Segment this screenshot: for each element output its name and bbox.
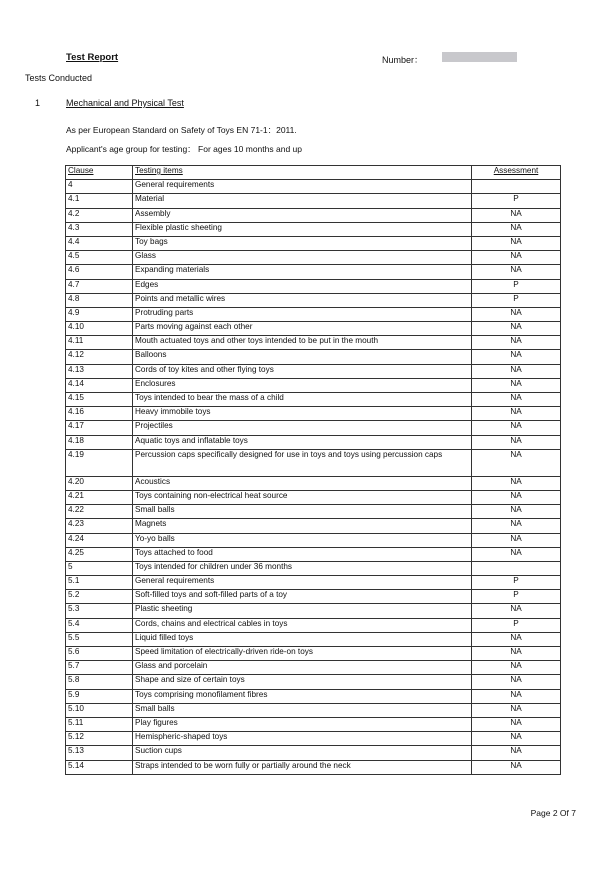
table-row xyxy=(66,604,561,618)
clause-cell: 4.14 xyxy=(66,378,133,392)
assessment-cell: NA xyxy=(472,476,561,490)
table-row xyxy=(66,533,561,547)
clause-cell: 4.20 xyxy=(66,476,133,490)
clause-cell: 4.4 xyxy=(66,236,133,250)
clause-cell: 4 xyxy=(66,180,133,194)
assessment-cell: P xyxy=(472,194,561,208)
clause-cell: 5.9 xyxy=(66,689,133,703)
assessment-cell: NA xyxy=(472,717,561,731)
table-row xyxy=(66,519,561,533)
table-row xyxy=(66,407,561,421)
testing-item-cell: Small balls xyxy=(133,505,472,519)
table-row xyxy=(66,618,561,632)
clause-cell: 5.1 xyxy=(66,576,133,590)
table-body xyxy=(66,180,561,775)
testing-item-cell: Glass and porcelain xyxy=(133,661,472,675)
testing-item-cell: Toy bags xyxy=(133,236,472,250)
testing-item-cell: Material xyxy=(133,194,472,208)
assessment-cell: NA xyxy=(472,222,561,236)
assessment-cell: NA xyxy=(472,675,561,689)
assessment-column-header: Assessment xyxy=(472,166,561,180)
assessment-cell xyxy=(472,180,561,194)
testing-item-cell: Small balls xyxy=(133,703,472,717)
table-row xyxy=(66,180,561,194)
clause-cell: 5.3 xyxy=(66,604,133,618)
assessment-cell: NA xyxy=(472,378,561,392)
clause-cell: 4.3 xyxy=(66,222,133,236)
table-row xyxy=(66,717,561,731)
table-row xyxy=(66,364,561,378)
table-row xyxy=(66,675,561,689)
assessment-cell: P xyxy=(472,618,561,632)
table-row xyxy=(66,279,561,293)
clause-cell: 4.22 xyxy=(66,505,133,519)
table-row xyxy=(66,576,561,590)
testing-item-cell: Balloons xyxy=(133,350,472,364)
testing-item-cell: Cords of toy kites and other flying toys xyxy=(133,364,472,378)
testing-item-cell: Mouth actuated toys and other toys intended to be put in the mouth xyxy=(133,336,472,350)
testing-item-cell: Expanding materials xyxy=(133,265,472,279)
table-row xyxy=(66,435,561,449)
assessment-cell: NA xyxy=(472,265,561,279)
assessment-cell: NA xyxy=(472,647,561,661)
assessment-cell: NA xyxy=(472,689,561,703)
assessment-cell: NA xyxy=(472,760,561,774)
section-title: Mechanical and Physical Test xyxy=(66,98,184,108)
testing-item-cell: Aquatic toys and inflatable toys xyxy=(133,435,472,449)
assessment-cell: NA xyxy=(472,322,561,336)
table-row xyxy=(66,561,561,575)
testing-item-cell: Speed limitation of electrically-driven ride-on toys xyxy=(133,647,472,661)
testing-item-cell: Acoustics xyxy=(133,476,472,490)
clause-cell: 4.5 xyxy=(66,251,133,265)
clause-cell: 4.2 xyxy=(66,208,133,222)
testing-item-cell: Heavy immobile toys xyxy=(133,407,472,421)
assessment-cell: NA xyxy=(472,364,561,378)
report-title: Test Report xyxy=(66,52,119,63)
assessment-cell: NA xyxy=(472,435,561,449)
testing-item-cell: Toys containing non-electrical heat source xyxy=(133,490,472,504)
table-row xyxy=(66,547,561,561)
assessment-cell: P xyxy=(472,279,561,293)
table-header-row xyxy=(66,166,561,180)
testing-item-cell: Protruding parts xyxy=(133,307,472,321)
testing-item-cell: General requirements xyxy=(133,180,472,194)
clause-cell: 5.10 xyxy=(66,703,133,717)
table-row xyxy=(66,251,561,265)
clause-cell: 4.15 xyxy=(66,393,133,407)
testing-item-cell: Toys intended to bear the mass of a child xyxy=(133,393,472,407)
clause-cell: 4.18 xyxy=(66,435,133,449)
assessment-cell xyxy=(472,561,561,575)
testing-item-cell: Liquid filled toys xyxy=(133,632,472,646)
assessment-cell: NA xyxy=(472,236,561,250)
testing-item-cell: Edges xyxy=(133,279,472,293)
table-row xyxy=(66,505,561,519)
testing-item-cell: Play figures xyxy=(133,717,472,731)
clause-cell: 5.14 xyxy=(66,760,133,774)
assessment-cell: NA xyxy=(472,251,561,265)
testing-item-cell: Cords, chains and electrical cables in toys xyxy=(133,618,472,632)
table-row xyxy=(66,490,561,504)
assessment-cell: NA xyxy=(472,307,561,321)
assessment-cell: NA xyxy=(472,732,561,746)
clause-cell: 4.17 xyxy=(66,421,133,435)
assessment-cell: NA xyxy=(472,421,561,435)
assessment-cell: NA xyxy=(472,505,561,519)
assessment-cell: NA xyxy=(472,208,561,222)
testing-item-cell: Yo-yo balls xyxy=(133,533,472,547)
standard-statement: As per European Standard on Safety of Toys EN 71-1：2011. xyxy=(66,125,297,135)
assessment-cell: P xyxy=(472,293,561,307)
testing-item-cell: Toys comprising monofilament fibres xyxy=(133,689,472,703)
testing-item-cell: Toys intended for children under 36 months xyxy=(133,561,472,575)
clause-cell: 5.6 xyxy=(66,647,133,661)
assessment-cell: NA xyxy=(472,336,561,350)
assessment-cell: NA xyxy=(472,533,561,547)
testing-item-cell: Straps intended to be worn fully or partially around the neck xyxy=(133,760,472,774)
report-number-label: Number： xyxy=(382,55,424,65)
assessment-cell: NA xyxy=(472,746,561,760)
clause-cell: 5.4 xyxy=(66,618,133,632)
section-number: 1 xyxy=(35,98,41,108)
table-row xyxy=(66,476,561,490)
testing-item-cell: Points and metallic wires xyxy=(133,293,472,307)
table-row xyxy=(66,393,561,407)
table-row xyxy=(66,336,561,350)
assessment-cell: NA xyxy=(472,490,561,504)
clause-cell: 4.21 xyxy=(66,490,133,504)
testing-item-cell: Toys attached to food xyxy=(133,547,472,561)
clause-cell: 4.6 xyxy=(66,265,133,279)
assessment-cell: NA xyxy=(472,632,561,646)
table-row xyxy=(66,350,561,364)
table-row xyxy=(66,208,561,222)
testing-item-cell: Magnets xyxy=(133,519,472,533)
assessment-cell: NA xyxy=(472,350,561,364)
testing-items-column-header: Testing items xyxy=(133,166,472,180)
page-number: Page 2 Of 7 xyxy=(530,808,576,818)
table-row xyxy=(66,760,561,774)
clause-cell: 5.2 xyxy=(66,590,133,604)
table-row xyxy=(66,746,561,760)
testing-item-cell: Assembly xyxy=(133,208,472,222)
testing-item-cell: Plastic sheeting xyxy=(133,604,472,618)
testing-item-cell: Percussion caps specifically designed for use in toys and toys using percussion caps xyxy=(133,449,472,476)
age-group-statement: Applicant's age group for testing： For ages 10 months and up xyxy=(66,144,302,154)
table-row xyxy=(66,590,561,604)
assessment-cell: NA xyxy=(472,449,561,476)
clause-cell: 5.7 xyxy=(66,661,133,675)
redacted-number-block xyxy=(442,52,517,62)
testing-item-cell: Shape and size of certain toys xyxy=(133,675,472,689)
clause-cell: 4.19 xyxy=(66,449,133,476)
test-results-table xyxy=(65,165,561,775)
table-row xyxy=(66,265,561,279)
clause-cell: 4.25 xyxy=(66,547,133,561)
clause-cell: 4.10 xyxy=(66,322,133,336)
clause-cell: 4.8 xyxy=(66,293,133,307)
clause-cell: 4.12 xyxy=(66,350,133,364)
testing-item-cell: Enclosures xyxy=(133,378,472,392)
clause-cell: 5 xyxy=(66,561,133,575)
clause-cell: 4.1 xyxy=(66,194,133,208)
assessment-cell: NA xyxy=(472,547,561,561)
assessment-cell: NA xyxy=(472,661,561,675)
clause-cell: 4.16 xyxy=(66,407,133,421)
table-row xyxy=(66,732,561,746)
assessment-cell: NA xyxy=(472,703,561,717)
table-row xyxy=(66,293,561,307)
testing-item-cell: Hemispheric-shaped toys xyxy=(133,732,472,746)
testing-item-cell: Suction cups xyxy=(133,746,472,760)
testing-item-cell: Projectiles xyxy=(133,421,472,435)
assessment-cell: NA xyxy=(472,407,561,421)
table-row xyxy=(66,632,561,646)
table-row xyxy=(66,647,561,661)
testing-item-cell: Parts moving against each other xyxy=(133,322,472,336)
table-row xyxy=(66,689,561,703)
table-row xyxy=(66,661,561,675)
clause-cell: 4.24 xyxy=(66,533,133,547)
testing-item-cell: Glass xyxy=(133,251,472,265)
testing-item-cell: Soft-filled toys and soft-filled parts of a toy xyxy=(133,590,472,604)
clause-cell: 5.13 xyxy=(66,746,133,760)
table-row xyxy=(66,703,561,717)
assessment-cell: NA xyxy=(472,519,561,533)
tests-conducted-heading: Tests Conducted xyxy=(25,73,93,83)
clause-cell: 4.9 xyxy=(66,307,133,321)
table-row xyxy=(66,421,561,435)
clause-cell: 5.8 xyxy=(66,675,133,689)
assessment-cell: NA xyxy=(472,604,561,618)
clause-cell: 4.23 xyxy=(66,519,133,533)
table-row xyxy=(66,449,561,476)
table-row xyxy=(66,378,561,392)
clause-cell: 5.5 xyxy=(66,632,133,646)
assessment-cell: P xyxy=(472,590,561,604)
table-row xyxy=(66,307,561,321)
clause-column-header: Clause xyxy=(66,166,133,180)
assessment-cell: NA xyxy=(472,393,561,407)
clause-cell: 4.13 xyxy=(66,364,133,378)
testing-item-cell: Flexible plastic sheeting xyxy=(133,222,472,236)
table-row xyxy=(66,194,561,208)
assessment-cell: P xyxy=(472,576,561,590)
clause-cell: 5.11 xyxy=(66,717,133,731)
clause-cell: 4.7 xyxy=(66,279,133,293)
table-row xyxy=(66,222,561,236)
table-row xyxy=(66,236,561,250)
clause-cell: 5.12 xyxy=(66,732,133,746)
clause-cell: 4.11 xyxy=(66,336,133,350)
testing-item-cell: General requirements xyxy=(133,576,472,590)
table-row xyxy=(66,322,561,336)
